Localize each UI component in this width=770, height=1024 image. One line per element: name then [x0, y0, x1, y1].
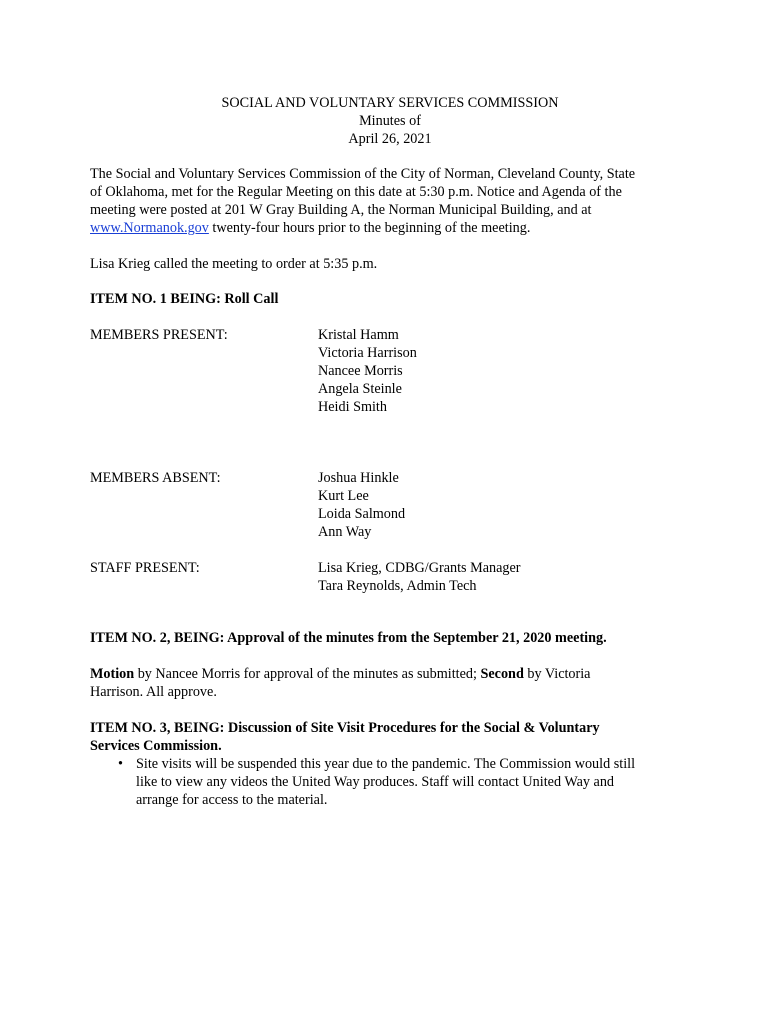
list-item: Victoria Harrison	[318, 345, 417, 361]
motion-line-1	[90, 665, 690, 683]
list-item: Heidi Smith	[318, 399, 387, 415]
members-absent-list	[318, 469, 405, 541]
intro-paragraph	[90, 165, 690, 237]
intro-line-3: meeting were posted at 201 W Gray Building A, the Norman Municipal Building, and at	[90, 202, 592, 218]
list-item: Lisa Krieg, CDBG/Grants Manager	[318, 560, 521, 576]
list-item: Kurt Lee	[318, 488, 369, 504]
intro-line-1: The Social and Voluntary Services Commission of the City of Norman, Cleveland County, State	[90, 166, 636, 182]
item3-heading-line-2: Services Commission.	[90, 738, 222, 754]
motion-label: Motion	[90, 666, 135, 682]
commission-title: SOCIAL AND VOLUNTARY SERVICES COMMISSION	[221, 95, 559, 111]
meeting-date: April 26, 2021	[348, 131, 432, 147]
item2-heading: ITEM NO. 2, BEING: Approval of the minutes from the September 21, 2020 meeting.	[90, 630, 607, 646]
bullet-line-1: Site visits will be suspended this year due to the pandemic. The Commission would still	[136, 756, 636, 772]
minutes-subtitle: Minutes of	[359, 113, 421, 129]
normanok-link[interactable]: www.Normanok.gov	[90, 220, 209, 236]
staff-present-label: STAFF PRESENT:	[90, 560, 200, 576]
list-item: Tara Reynolds, Admin Tech	[318, 578, 477, 594]
item2-motion	[90, 665, 690, 701]
bullet-line-3: arrange for access to the material.	[136, 792, 328, 808]
list-item: Joshua Hinkle	[318, 470, 399, 486]
bullet-line-2: like to view any videos the United Way produces. Staff will contact United Way and	[136, 774, 615, 790]
bullet-icon: •	[118, 756, 123, 772]
list-item: Kristal Hamm	[318, 327, 399, 343]
bullet-text	[136, 755, 676, 809]
intro-line-4-text: twenty-four hours prior to the beginning of the meeting.	[208, 220, 531, 236]
members-absent-label: MEMBERS ABSENT:	[90, 470, 221, 486]
list-item: Ann Way	[318, 524, 372, 540]
list-item: Nancee Morris	[318, 363, 403, 379]
members-present-label: MEMBERS PRESENT:	[90, 327, 228, 343]
staff-present-list	[318, 559, 521, 595]
intro-line-2: of Oklahoma, met for the Regular Meeting on this date at 5:30 p.m. Notice and Agenda of the	[90, 184, 622, 200]
second-text: by Victoria	[523, 666, 591, 682]
item1-heading: ITEM NO. 1 BEING: Roll Call	[90, 291, 279, 307]
call-to-order: Lisa Krieg called the meeting to order at 5:35 p.m.	[90, 256, 378, 272]
list-item: Loida Salmond	[318, 506, 406, 522]
motion-text: by Nancee Morris for approval of the minutes as submitted;	[134, 666, 481, 682]
members-present-list	[318, 326, 417, 416]
intro-line-4	[90, 219, 690, 237]
item3-heading	[90, 719, 690, 755]
motion-line-2: Harrison. All approve.	[90, 684, 217, 700]
item3-heading-line-1: ITEM NO. 3, BEING: Discussion of Site Visit Procedures for the Social & Voluntary	[90, 720, 600, 736]
list-item: Angela Steinle	[318, 381, 402, 397]
document-header	[90, 94, 690, 148]
second-label: Second	[480, 666, 524, 682]
